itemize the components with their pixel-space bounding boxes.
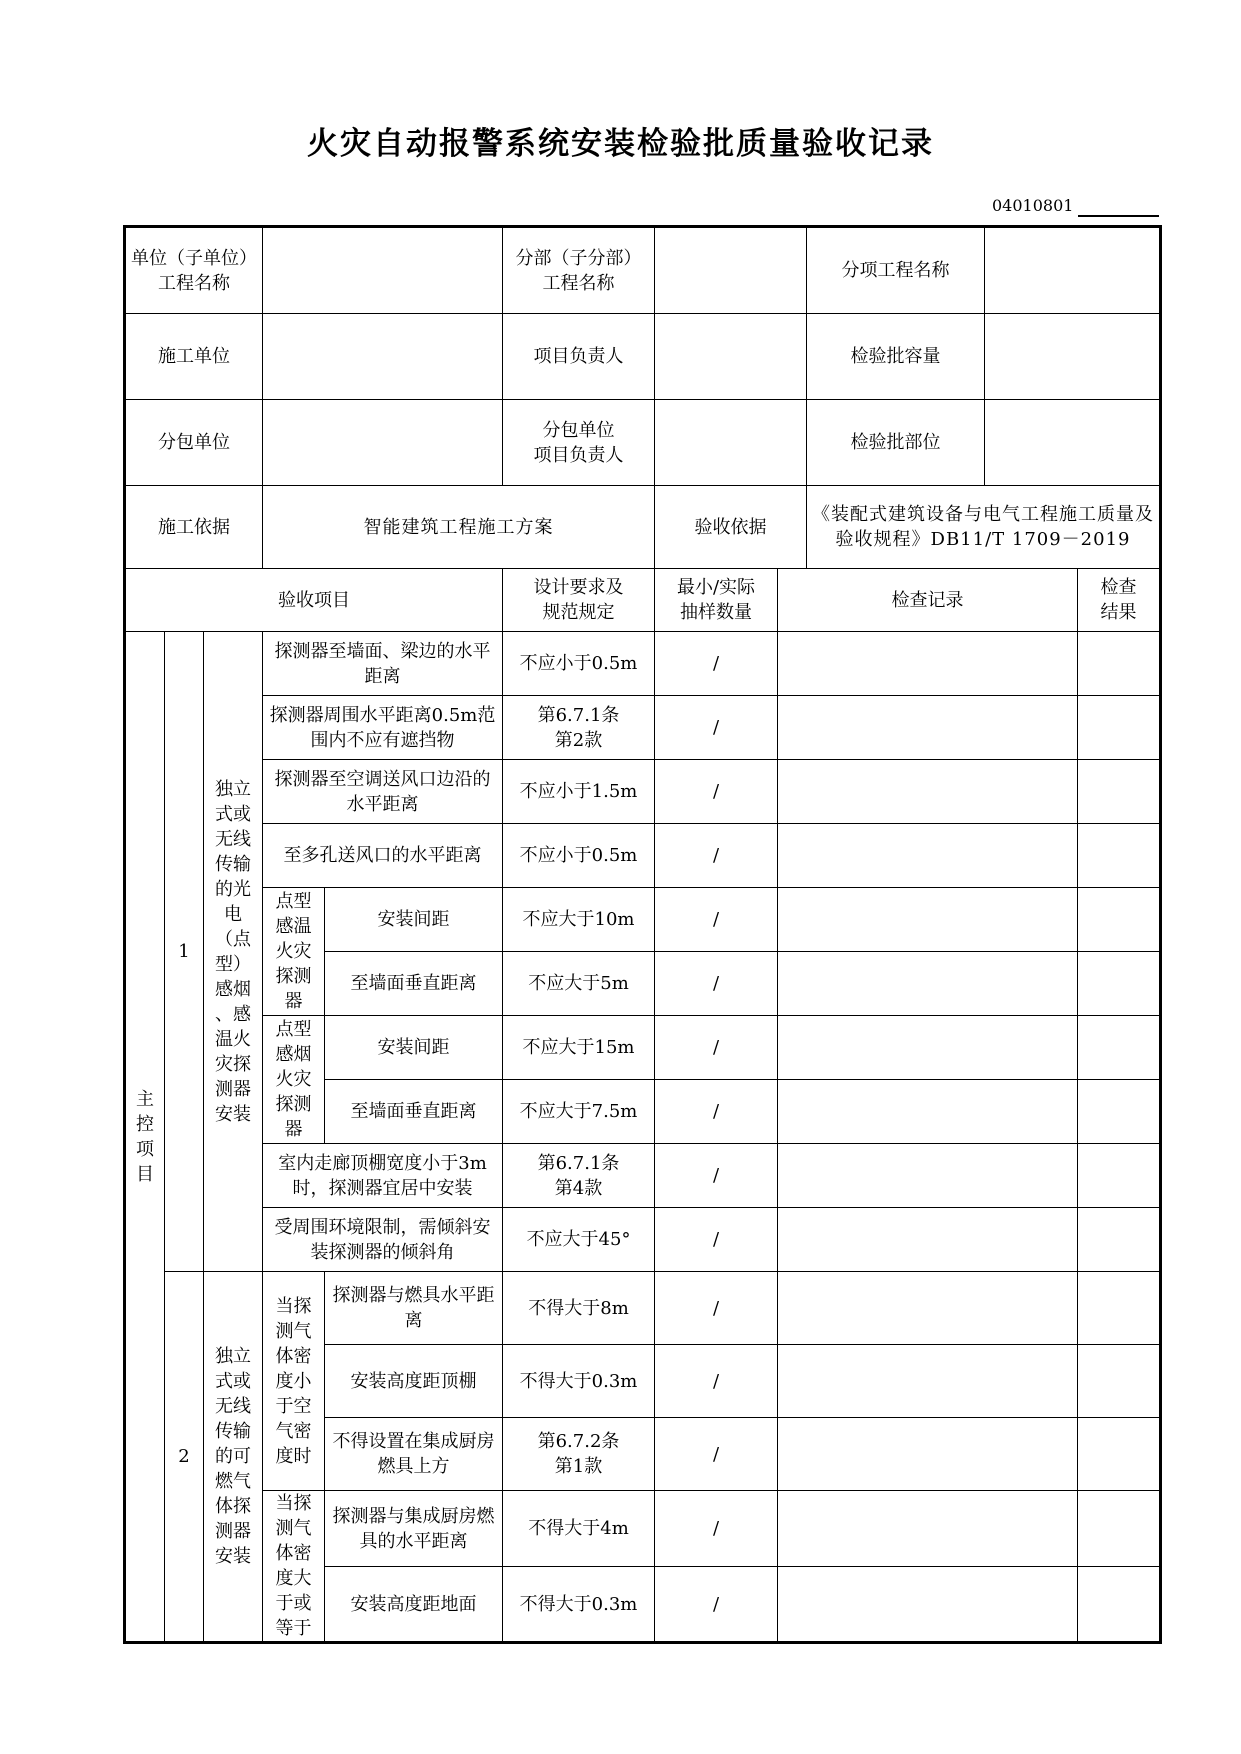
sample-value: / xyxy=(655,1144,778,1208)
group-number-1: 1 xyxy=(165,632,204,1272)
record-field[interactable] xyxy=(778,1567,1078,1643)
sample-value: / xyxy=(655,1567,778,1643)
record-field[interactable] xyxy=(778,1080,1078,1144)
batch-location-label: 检验批部位 xyxy=(807,400,985,486)
column-header-item: 验收项目 xyxy=(125,569,503,632)
inspection-item: 至墙面垂直距离 xyxy=(325,1080,503,1144)
inspection-item: 探测器至空调送风口边沿的水平距离 xyxy=(263,760,503,824)
result-field[interactable] xyxy=(1078,696,1161,760)
sample-value: / xyxy=(655,1345,778,1418)
record-field[interactable] xyxy=(778,1491,1078,1567)
record-field[interactable] xyxy=(778,952,1078,1016)
record-field[interactable] xyxy=(778,824,1078,888)
item-project-name-label: 分项工程名称 xyxy=(807,227,985,314)
form-code: 04010801 xyxy=(992,196,1074,215)
column-header-sample: 最小/实际 抽样数量 xyxy=(655,569,778,632)
requirement-value: 不应大于15m xyxy=(503,1016,655,1080)
sample-value: / xyxy=(655,1272,778,1345)
construction-basis-label: 施工依据 xyxy=(125,486,263,569)
sample-value: / xyxy=(655,760,778,824)
acceptance-basis-value: 《装配式建筑设备与电气工程施工质量及验收规程》DB11/T 1709－2019 xyxy=(807,486,1161,569)
inspection-item: 探测器周围水平距离0.5m范围内不应有遮挡物 xyxy=(263,696,503,760)
result-field[interactable] xyxy=(1078,824,1161,888)
item-project-name-field[interactable] xyxy=(985,227,1161,314)
acceptance-basis-label: 验收依据 xyxy=(655,486,807,569)
result-field[interactable] xyxy=(1078,1144,1161,1208)
unit-project-name-label: 单位（子单位） 工程名称 xyxy=(125,227,263,314)
inspection-item: 不得设置在集成厨房燃具上方 xyxy=(325,1418,503,1491)
inspection-item: 至墙面垂直距离 xyxy=(325,952,503,1016)
construction-basis-value: 智能建筑工程施工方案 xyxy=(263,486,655,569)
inspection-item: 探测器与燃具水平距离 xyxy=(325,1272,503,1345)
sample-value: / xyxy=(655,632,778,696)
column-header-requirement: 设计要求及 规范规定 xyxy=(503,569,655,632)
sample-value: / xyxy=(655,1016,778,1080)
project-manager-label: 项目负责人 xyxy=(503,314,655,400)
record-field[interactable] xyxy=(778,1272,1078,1345)
subcontractor-manager-field[interactable] xyxy=(655,400,807,486)
record-field[interactable] xyxy=(778,888,1078,952)
requirement-value: 第6.7.1条 第4款 xyxy=(503,1144,655,1208)
main-control-category: 主 控 项 目 xyxy=(125,632,165,1643)
requirement-value: 不应大于45° xyxy=(503,1208,655,1272)
inspection-item: 受周围环境限制，需倾斜安装探测器的倾斜角 xyxy=(263,1208,503,1272)
result-field[interactable] xyxy=(1078,1272,1161,1345)
inspection-item: 安装间距 xyxy=(325,888,503,952)
result-field[interactable] xyxy=(1078,1345,1161,1418)
inspection-item: 探测器至墙面、梁边的水平距离 xyxy=(263,632,503,696)
sample-value: / xyxy=(655,696,778,760)
batch-location-field[interactable] xyxy=(985,400,1161,486)
subcontractor-manager-label: 分包单位 项目负责人 xyxy=(503,400,655,486)
subcontractor-label: 分包单位 xyxy=(125,400,263,486)
requirement-value: 不应小于1.5m xyxy=(503,760,655,824)
record-field[interactable] xyxy=(778,1418,1078,1491)
record-field[interactable] xyxy=(778,1208,1078,1272)
batch-capacity-field[interactable] xyxy=(985,314,1161,400)
requirement-value: 不应大于10m xyxy=(503,888,655,952)
form-code-blank[interactable] xyxy=(1078,215,1159,217)
result-field[interactable] xyxy=(1078,632,1161,696)
inspection-item: 至多孔送风口的水平距离 xyxy=(263,824,503,888)
result-field[interactable] xyxy=(1078,1208,1161,1272)
division-project-name-field[interactable] xyxy=(655,227,807,314)
column-header-record: 检查记录 xyxy=(778,569,1078,632)
result-field[interactable] xyxy=(1078,760,1161,824)
smoke-detector-subgroup: 点型 感烟 火灾 探测 器 xyxy=(263,1016,325,1144)
result-field[interactable] xyxy=(1078,1016,1161,1080)
record-field[interactable] xyxy=(778,1016,1078,1080)
subcontractor-field[interactable] xyxy=(263,400,503,486)
group-number-2: 2 xyxy=(165,1272,204,1643)
column-header-result: 检查 结果 xyxy=(1078,569,1161,632)
inspection-item: 室内走廊顶棚宽度小于3m时，探测器宜居中安装 xyxy=(263,1144,503,1208)
requirement-value: 不应大于7.5m xyxy=(503,1080,655,1144)
sample-value: / xyxy=(655,1080,778,1144)
requirement-value: 不应小于0.5m xyxy=(503,632,655,696)
division-project-name-label: 分部（子分部） 工程名称 xyxy=(503,227,655,314)
record-field[interactable] xyxy=(778,760,1078,824)
heavier-gas-subgroup: 当探 测气 体密 度大 于或 等于 xyxy=(263,1491,325,1643)
result-field[interactable] xyxy=(1078,1491,1161,1567)
result-field[interactable] xyxy=(1078,1567,1161,1643)
requirement-value: 不应小于0.5m xyxy=(503,824,655,888)
lighter-gas-subgroup: 当探 测气 体密 度小 于空 气密 度时 xyxy=(263,1272,325,1491)
sample-value: / xyxy=(655,1208,778,1272)
sample-value: / xyxy=(655,952,778,1016)
batch-capacity-label: 检验批容量 xyxy=(807,314,985,400)
inspection-record-table xyxy=(123,225,1162,1644)
group-name-2: 独立 式或 无线 传输 的可 燃气 体探 测器 安装 xyxy=(204,1272,263,1643)
sample-value: / xyxy=(655,888,778,952)
record-field[interactable] xyxy=(778,1144,1078,1208)
requirement-value: 第6.7.2条 第1款 xyxy=(503,1418,655,1491)
construction-unit-field[interactable] xyxy=(263,314,503,400)
inspection-item: 安装间距 xyxy=(325,1016,503,1080)
result-field[interactable] xyxy=(1078,1080,1161,1144)
inspection-item: 安装高度距顶棚 xyxy=(325,1345,503,1418)
requirement-value: 不得大于8m xyxy=(503,1272,655,1345)
project-manager-field[interactable] xyxy=(655,314,807,400)
result-field[interactable] xyxy=(1078,1418,1161,1491)
group-name-1: 独立 式或 无线 传输 的光 电 （点 型） 感烟 、感 温火 灾探 测器 安装 xyxy=(204,632,263,1272)
sample-value: / xyxy=(655,1491,778,1567)
requirement-value: 不得大于0.3m xyxy=(503,1567,655,1643)
sample-value: / xyxy=(655,824,778,888)
inspection-item: 探测器与集成厨房燃具的水平距离 xyxy=(325,1491,503,1567)
heat-detector-subgroup: 点型 感温 火灾 探测 器 xyxy=(263,888,325,1016)
result-field[interactable] xyxy=(1078,952,1161,1016)
construction-unit-label: 施工单位 xyxy=(125,314,263,400)
result-field[interactable] xyxy=(1078,888,1161,952)
requirement-value: 不得大于4m xyxy=(503,1491,655,1567)
sample-value: / xyxy=(655,1418,778,1491)
record-field[interactable] xyxy=(778,696,1078,760)
record-field[interactable] xyxy=(778,632,1078,696)
record-field[interactable] xyxy=(778,1345,1078,1418)
inspection-item: 安装高度距地面 xyxy=(325,1567,503,1643)
unit-project-name-field[interactable] xyxy=(263,227,503,314)
page-title: 火灾自动报警系统安装检验批质量验收记录 xyxy=(307,126,934,162)
requirement-value: 第6.7.1条 第2款 xyxy=(503,696,655,760)
requirement-value: 不应大于5m xyxy=(503,952,655,1016)
requirement-value: 不得大于0.3m xyxy=(503,1345,655,1418)
